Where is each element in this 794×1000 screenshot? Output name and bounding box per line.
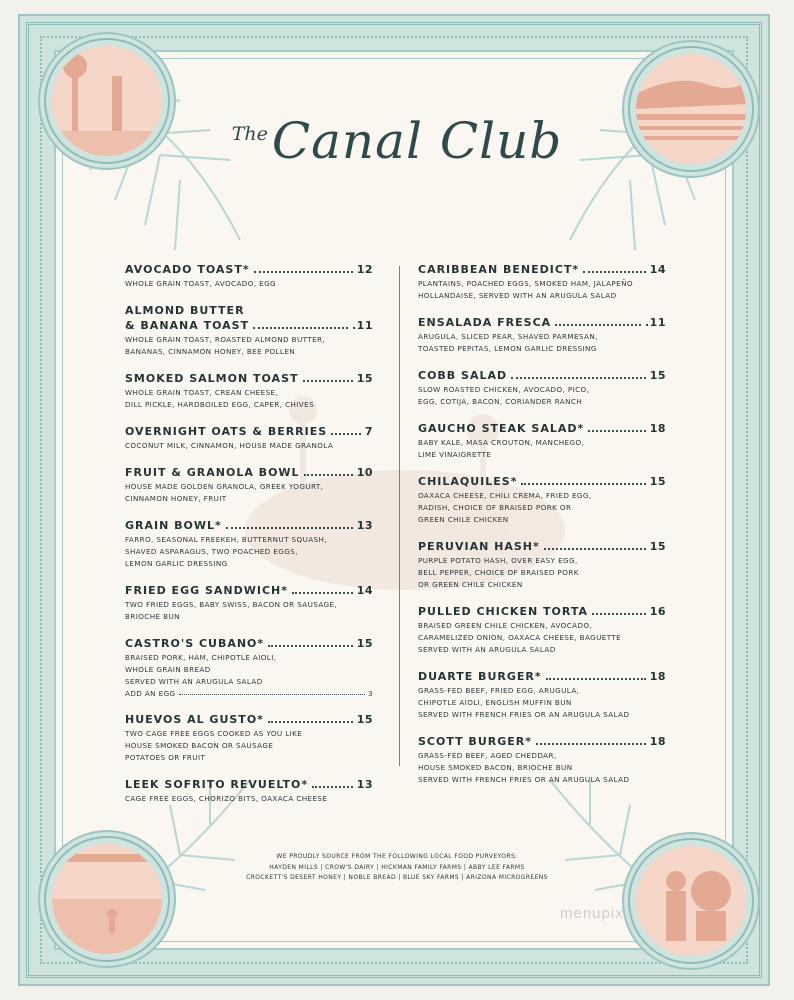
menu-item [125, 518, 373, 569]
item-name: CARIBBEAN BENEDICT* [418, 263, 580, 276]
footer-heading: WE PROUDLY SOURCE FROM THE FOLLOWING LOCAL FOOD PURVEYORS: [276, 853, 518, 860]
item-description: LEMON GARLIC DRESSING [125, 559, 228, 568]
menu-item [418, 539, 666, 590]
dot-leader [303, 380, 353, 382]
item-description: LIME VINAIGRETTE [418, 450, 492, 459]
purveyors-footer [0, 852, 794, 884]
item-price: 18 [649, 422, 666, 435]
dot-leader [254, 271, 353, 273]
item-name: FRIED EGG SANDWICH* [125, 584, 288, 597]
dot-leader [331, 433, 361, 435]
item-description: SERVED WITH AN ARUGULA SALAD [125, 677, 263, 686]
item-price: 18 [649, 735, 666, 748]
menu-item [418, 368, 666, 407]
menu-item [418, 669, 666, 720]
menu-item [418, 734, 666, 785]
item-description: ARUGULA, SLICED PEAR, SHAVED PARMESAN, [418, 332, 598, 341]
item-description: TWO FRIED EGGS, BABY SWISS, BACON OR SAUSAGE, [125, 600, 338, 609]
item-description: WHOLE GRAIN BREAD [125, 665, 211, 674]
footer-line: CROCKETT'S DESERT HONEY | NOBLE BREAD | BLUE SKY FARMS | ARIZONA MICROGREENS [246, 874, 548, 881]
item-description: WHOLE GRAIN TOAST, AVOCADO, EGG [125, 279, 277, 288]
dot-leader [253, 327, 348, 329]
menu-item [125, 583, 373, 622]
menu-item [125, 636, 373, 698]
dot-leader [511, 377, 646, 379]
item-description: OR GREEN CHILE CHICKEN [418, 580, 523, 589]
item-description: RADISH, CHOICE OF BRAISED PORK OR [418, 503, 572, 512]
item-description: BELL PEPPER, CHOICE OF BRAISED PORK [418, 568, 579, 577]
item-description: BABY KALE, MASA CROUTON, MANCHEGO, [418, 438, 585, 447]
dot-leader [226, 527, 353, 529]
item-description: SERVED WITH FRENCH FRIES OR AN ARUGULA SALAD [418, 775, 630, 784]
item-description: TOASTED PEPITAS, LEMON GARLIC DRESSING [418, 344, 597, 353]
dot-leader [521, 483, 645, 485]
menu-item [125, 712, 373, 763]
dot-leader [179, 694, 365, 695]
item-price: 15 [356, 372, 373, 385]
item-description: OAXACA CHEESE, CHILI CREMA, FRIED EGG, [418, 491, 592, 500]
item-name: PULLED CHICKEN TORTA [418, 605, 588, 618]
item-name: CHILAQUILES* [418, 475, 518, 488]
item-description: CARAMELIZED ONION, OAXACA CHEESE, BAGUETTE [418, 633, 622, 642]
restaurant-logo [0, 112, 794, 170]
item-description: TWO CAGE FREE EGGS COOKED AS YOU LIKE [125, 729, 303, 738]
item-description: GRASS-FED BEEF, AGED CHEDDAR, [418, 751, 557, 760]
item-name: GAUCHO STEAK SALAD* [418, 422, 585, 435]
item-name: ENSALADA FRESCA [418, 316, 552, 329]
item-price: 12 [356, 263, 373, 276]
item-description: CINNAMON HONEY, FRUIT [125, 494, 227, 503]
item-description: WHOLE GRAIN TOAST, ROASTED ALMOND BUTTER, [125, 335, 326, 344]
item-name: GRAIN BOWL* [125, 519, 222, 532]
menu-item [418, 421, 666, 460]
menu-item [418, 474, 666, 525]
menu-item [125, 465, 373, 504]
item-description: WHOLE GRAIN TOAST, CREAN CHEESE, [125, 388, 279, 397]
item-price: 14 [356, 584, 373, 597]
item-price: 7 [364, 425, 373, 438]
item-description: POTATOES OR FRUIT [125, 753, 206, 762]
item-description: HOUSE SMOKED BACON, BRIOCHE BUN [418, 763, 573, 772]
addon-label: ADD AN EGG [125, 689, 176, 698]
item-name: SMOKED SALMON TOAST [125, 372, 299, 385]
item-price: 15 [649, 540, 666, 553]
dot-leader [583, 271, 646, 273]
menu-item [125, 303, 373, 357]
item-name: OVERNIGHT OATS & BERRIES [125, 425, 328, 438]
dot-leader [544, 548, 646, 550]
menu-item [418, 262, 666, 301]
item-name-line: & BANANA TOAST [125, 319, 250, 332]
item-description: PURPLE POTATO HASH, OVER EASY EGG, [418, 556, 578, 565]
item-description: BRAISED PORK, HAM, CHIPOTLE AIOLI, [125, 653, 277, 662]
item-description: BANANAS, CINNAMON HONEY, BEE POLLEN [125, 347, 296, 356]
item-addon [125, 689, 373, 698]
dot-leader [268, 645, 353, 647]
item-price: 16 [649, 605, 666, 618]
item-description: BRIOCHE BUN [125, 612, 180, 621]
dot-leader [292, 592, 353, 594]
item-price: .11 [352, 319, 373, 332]
item-description: BRAISED GREEN CHILE CHICKEN, AVOCADO, [418, 621, 593, 630]
item-price: 13 [356, 778, 373, 791]
item-name: AVOCADO TOAST* [125, 263, 250, 276]
dot-leader [312, 786, 353, 788]
item-description: GREEN CHILE CHICKEN [418, 515, 509, 524]
dot-leader [546, 678, 646, 680]
item-description: HOUSE SMOKED BACON OR SAUSAGE [125, 741, 274, 750]
dot-leader [268, 721, 353, 723]
menu-item [125, 371, 373, 410]
menu-column-right [418, 262, 666, 799]
item-description: CHIPOTLE AIOLI, ENGLISH MUFFIN BUN [418, 698, 572, 707]
item-price: 10 [356, 466, 373, 479]
item-name-line: ALMOND BUTTER [125, 304, 245, 317]
item-price: 15 [356, 637, 373, 650]
item-description: HOUSE MADE GOLDEN GRANOLA, GREEK YOGURT, [125, 482, 324, 491]
logo-name: Canal Club [271, 112, 563, 170]
dot-leader [592, 613, 646, 615]
item-name: SCOTT BURGER* [418, 735, 532, 748]
item-description: GRASS-FED BEEF, FRIED EGG, ARUGULA, [418, 686, 580, 695]
dot-leader [304, 474, 353, 476]
dot-leader [588, 430, 645, 432]
item-name: LEEK SOFRITO REVUELTO* [125, 778, 309, 791]
item-price: 15 [356, 713, 373, 726]
menu-item [418, 315, 666, 354]
menu-item [125, 262, 373, 289]
item-name: DUARTE BURGER* [418, 670, 542, 683]
item-description: COCONUT MILK, CINNAMON, HOUSE MADE GRANOLA [125, 441, 334, 450]
item-name: HUEVOS AL GUSTO* [125, 713, 264, 726]
item-name: CASTRO'S CUBANO* [125, 637, 265, 650]
menu-column-left [125, 262, 373, 818]
item-description: HOLLANDAISE, SERVED WITH AN ARUGULA SALAD [418, 291, 617, 300]
item-description: PLANTAINS, POACHED EGGS, SMOKED HAM, JALAPEÑO [418, 279, 633, 288]
item-description: SHAVED ASPARAGUS, TWO POACHED EGGS, [125, 547, 298, 556]
item-name: FRUIT & GRANOLA BOWL [125, 466, 300, 479]
item-price: 18 [649, 670, 666, 683]
menu-item [125, 777, 373, 804]
item-name: COBB SALAD [418, 369, 508, 382]
item-description: SERVED WITH AN ARUGULA SALAD [418, 645, 556, 654]
item-description: SERVED WITH FRENCH FRIES OR AN ARUGULA SALAD [418, 710, 630, 719]
addon-price: 3 [368, 689, 373, 698]
column-divider [399, 266, 400, 766]
item-price: 13 [356, 519, 373, 532]
item-description: DILL PICKLE, HARDBOILED EGG, CAPER, CHIVES [125, 400, 315, 409]
menu-item [418, 604, 666, 655]
logo-the: The [231, 123, 268, 145]
footer-line: HAYDEN MILLS | CROW'S DAIRY | HICKMAN FAMILY FARMS | ABBY LEE FARMS [269, 863, 525, 871]
item-price: 14 [649, 263, 666, 276]
item-description: FARRO, SEASONAL FREEKEH, BUTTERNUT SQUASH, [125, 535, 328, 544]
item-price: 15 [649, 369, 666, 382]
watermark: menupix [560, 905, 624, 922]
item-description: EGG, COTIJA, BACON, CORIANDER RANCH [418, 397, 583, 406]
dot-leader [555, 324, 641, 326]
item-description: CAGE FREE EGGS, CHORIZO BITS, OAXACA CHEESE [125, 794, 328, 803]
item-description: SLOW ROASTED CHICKEN, AVOCADO, PICO, [418, 385, 590, 394]
item-price: 15 [649, 475, 666, 488]
item-price: .11 [645, 316, 666, 329]
item-name: PERUVIAN HASH* [418, 540, 540, 553]
menu-item [125, 424, 373, 451]
dot-leader [536, 743, 646, 745]
